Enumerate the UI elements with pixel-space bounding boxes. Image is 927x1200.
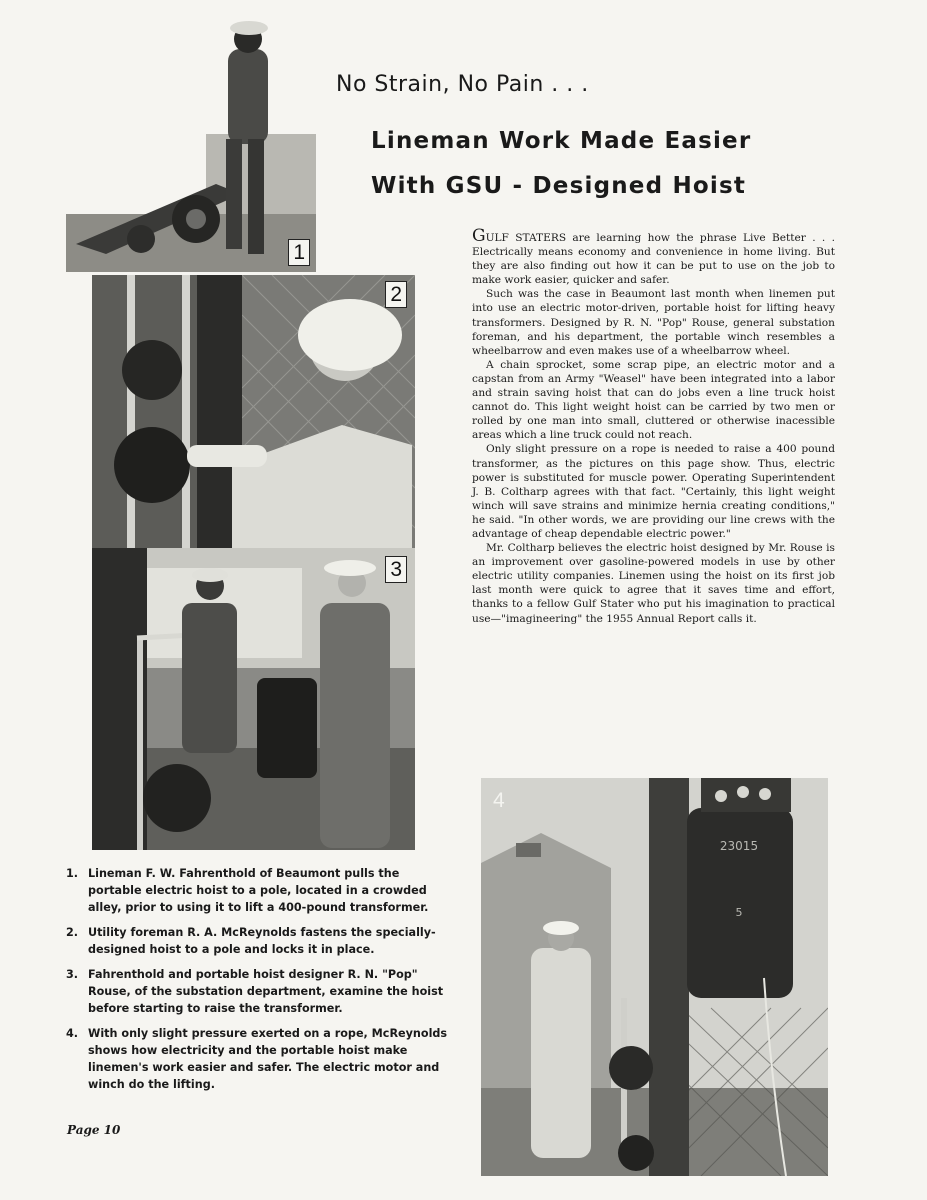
article-paragraph-1: GULF STATERS are learning how the phrase Live Better . . . Electrically means economy and convenience in home living. But they are also finding out how it can be put to use on the job to make work easier, quicker and safer. (472, 226, 835, 287)
caption-3-text: Fahrenthold and portable hoist designer R. N. "Pop" Rouse, of the substation department, examine the hoist before starting to raise the transformer. (88, 968, 444, 1015)
photo-4-raising-transformer (481, 778, 828, 1176)
article-paragraph-4: Only slight pressure on a rope is needed to raise a 400 pound transformer, as the pictures on this page show. Thus, electric power is substituted for muscle power. Operating Superintendent J. B. Coltharp agrees with that fact. "Certainly, this light weight winch will save strains and minimize hernia creating conditions," he said. "In other words, we are providing our line crews with the advantage of cheap dependable electric power." (472, 443, 835, 540)
photo-3-number: 3 (385, 556, 407, 583)
caption-3 (66, 966, 450, 1017)
caption-1-number: 1. (66, 867, 79, 880)
photo-2-foreman-fastening-hoist (92, 275, 415, 548)
caption-4 (66, 1025, 450, 1093)
caption-2 (66, 924, 450, 958)
kicker: No Strain, No Pain . . . (336, 72, 589, 97)
caption-4-text: With only slight pressure exerted on a rope, McReynolds shows how electricity and the portable hoist make linemen's work easier and safer. The electric motor and winch do the lifting. (88, 1027, 448, 1091)
article-body (472, 226, 835, 626)
photo-1-lineman-pulling-hoist (66, 14, 316, 272)
article-paragraph-2: Such was the case in Beaumont last month when linemen put into use an electric motor-driven, portable hoist for lifting heavy transformers. Designed by R. N. "Pop" Rouse, general substation foreman, and his department, the portable winch resembles a wheelbarrow and even makes use of a wheelbarrow wheel. (472, 288, 835, 357)
caption-3-number: 3. (66, 968, 79, 981)
caption-2-text: Utility foreman R. A. McReynolds fastens the specially-designed hoist to a pole and locks it in place. (88, 926, 436, 956)
photo-captions (66, 865, 450, 1101)
caption-1-text: Lineman F. W. Fahrenthold of Beaumont pulls the portable electric hoist to a pole, located in a crowded alley, prior to using it to lift a 400-pound transformer. (88, 867, 429, 914)
article-paragraph-5: Mr. Coltharp believes the electric hoist designed by Mr. Rouse is an improvement over gasoline-powered models in use by other electric utility companies. Linemen using the hoist on its first job last month were quick to agree that it saves time and effort, thanks to a fellow Gulf Stater who put his imagination to practical use—"imagineering" the 1955 Annual Report calls it. (472, 542, 835, 625)
caption-1 (66, 865, 450, 916)
page-number: Page 10 (67, 1123, 121, 1137)
photo-1-number: 1 (288, 239, 310, 266)
transformer-mark-text: 5 (735, 906, 743, 919)
headline-line-2: With GSU - Designed Hoist (371, 173, 747, 199)
caption-4-number: 4. (66, 1027, 79, 1040)
caption-2-number: 2. (66, 926, 79, 939)
drop-cap: G (472, 226, 486, 246)
photo-4-number: 4 (493, 789, 505, 812)
photo-2-number: 2 (385, 281, 407, 308)
headline-line-1: Lineman Work Made Easier (371, 128, 752, 154)
photo-3-examining-hoist (92, 548, 415, 850)
article-paragraph-3: A chain sprocket, some scrap pipe, an electric motor and a capstan from an Army "Weasel" have been integrated into a labor and strain saving hoist that can do jobs even a line truck hoist cannot do. This light weight hoist can be carried by two men or rolled by one man into small, cluttered or otherwise inacessible areas which a line truck could not reach. (472, 358, 835, 442)
transformer-serial-text: 23015 (719, 839, 759, 853)
